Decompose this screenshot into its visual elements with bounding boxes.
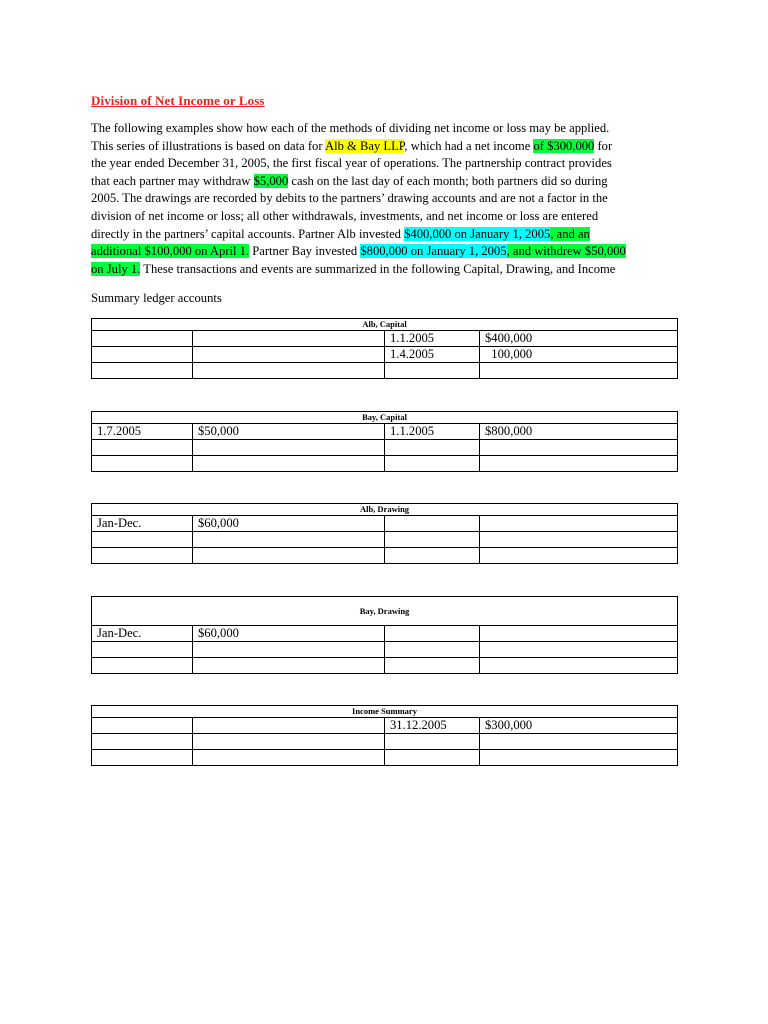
highlight-alb-additional: , and an bbox=[550, 226, 590, 241]
ledger-cell: $400,000 bbox=[480, 331, 678, 347]
ledger-cell bbox=[385, 626, 480, 642]
ledger-row bbox=[92, 440, 678, 456]
ledger-row bbox=[92, 658, 678, 674]
text-span: for bbox=[594, 138, 613, 153]
ledger-title: Bay, Drawing bbox=[92, 597, 678, 626]
ledger-alb-drawing bbox=[91, 503, 678, 564]
ledger-row bbox=[92, 363, 678, 379]
ledger-cell bbox=[385, 642, 480, 658]
ledger-cell bbox=[92, 347, 193, 363]
ledger-cell bbox=[193, 642, 385, 658]
intro-paragraph bbox=[91, 120, 691, 278]
ledger-cell bbox=[92, 658, 193, 674]
paragraph-line bbox=[91, 243, 691, 261]
highlight-net-income: of $300,000 bbox=[533, 138, 595, 153]
ledger-cell bbox=[385, 750, 480, 766]
ledger-income-summary bbox=[91, 705, 678, 766]
highlight-withdraw-amount: $5,000 bbox=[253, 173, 289, 188]
text-span: These transactions and events are summarized in the following Capital, Drawing, and Income bbox=[140, 261, 616, 276]
ledger-title: Alb, Drawing bbox=[92, 504, 678, 516]
highlight-firm-name: Alb & Bay LLP bbox=[325, 138, 405, 153]
ledger-cell bbox=[480, 548, 678, 564]
ledger-cell bbox=[193, 548, 385, 564]
ledger-cell: $50,000 bbox=[193, 424, 385, 440]
text-span: directly in the partners’ capital accounts. Partner Alb invested bbox=[91, 226, 405, 241]
ledger-cell bbox=[92, 363, 193, 379]
ledger-cell bbox=[480, 734, 678, 750]
ledger-cell bbox=[92, 532, 193, 548]
ledger-cell bbox=[92, 331, 193, 347]
ledger-cell bbox=[480, 532, 678, 548]
ledger-cell bbox=[92, 456, 193, 472]
paragraph-line: 2005. The drawings are recorded by debits to the partners’ drawing accounts and are not a factor in the bbox=[91, 191, 608, 206]
text-span: This series of illustrations is based on data for bbox=[91, 138, 325, 153]
ledger-cell: $800,000 bbox=[480, 424, 678, 440]
ledger-cell bbox=[480, 750, 678, 766]
ledger-cell bbox=[385, 516, 480, 532]
ledger-row bbox=[92, 347, 678, 363]
ledger-cell bbox=[480, 658, 678, 674]
ledger-cell bbox=[92, 642, 193, 658]
paragraph-line bbox=[91, 138, 691, 156]
ledger-cell: $60,000 bbox=[193, 516, 385, 532]
text-span: , which had a net income bbox=[404, 138, 534, 153]
ledger-cell bbox=[92, 718, 193, 734]
paragraph-line: division of net income or loss; all other withdrawals, investments, and net income or loss are entered bbox=[91, 208, 599, 223]
text-span: Partner Bay invested bbox=[249, 244, 361, 259]
ledger-row bbox=[92, 548, 678, 564]
text-span: that each partner may withdraw bbox=[91, 173, 254, 188]
ledger-cell: 1.1.2005 bbox=[385, 331, 480, 347]
ledger-cell: Jan-Dec. bbox=[92, 516, 193, 532]
ledger-cell bbox=[92, 440, 193, 456]
ledger-cell bbox=[385, 363, 480, 379]
page-title: Division of Net Income or Loss bbox=[91, 93, 265, 108]
ledger-cell bbox=[193, 456, 385, 472]
paragraph-line bbox=[91, 173, 691, 191]
ledger-cell bbox=[193, 532, 385, 548]
ledger-cell bbox=[385, 734, 480, 750]
ledger-cell: 100,000 bbox=[480, 347, 678, 363]
ledger-cell bbox=[480, 456, 678, 472]
ledger-cell bbox=[480, 440, 678, 456]
paragraph-line bbox=[91, 226, 691, 244]
highlight-bay-withdrawal: on July 1. bbox=[91, 261, 141, 276]
paragraph-line: The following examples show how each of the methods of dividing net income or loss may be applied. bbox=[91, 121, 610, 135]
ledger-row bbox=[92, 456, 678, 472]
ledger-cell: 1.1.2005 bbox=[385, 424, 480, 440]
ledger-cell bbox=[480, 516, 678, 532]
highlight-alb-investment: $400,000 on January 1, 2005 bbox=[404, 226, 551, 241]
highlight-bay-withdrawal: , and withdrew $50,000 bbox=[506, 244, 626, 259]
ledger-row bbox=[92, 750, 678, 766]
text-span: cash on the last day of each month; both partners did so during bbox=[288, 173, 608, 188]
ledger-bay-drawing bbox=[91, 596, 678, 674]
ledger-cell: 1.4.2005 bbox=[385, 347, 480, 363]
ledger-cell bbox=[480, 363, 678, 379]
paragraph-line: the year ended December 31, 2005, the first fiscal year of operations. The partnership contract provides bbox=[91, 156, 612, 171]
ledger-title: Income Summary bbox=[92, 706, 678, 718]
ledger-cell: $60,000 bbox=[193, 626, 385, 642]
ledger-cell bbox=[193, 750, 385, 766]
ledger-cell bbox=[385, 456, 480, 472]
ledger-row bbox=[92, 331, 678, 347]
ledger-row bbox=[92, 516, 678, 532]
ledger-cell bbox=[193, 331, 385, 347]
ledger-cell bbox=[193, 658, 385, 674]
ledger-cell: 1.7.2005 bbox=[92, 424, 193, 440]
ledger-cell bbox=[193, 734, 385, 750]
ledger-cell bbox=[385, 548, 480, 564]
ledger-title: Bay, Capital bbox=[92, 412, 678, 424]
paragraph-line bbox=[91, 261, 691, 279]
ledger-row bbox=[92, 532, 678, 548]
ledger-cell: $300,000 bbox=[480, 718, 678, 734]
ledger-cell bbox=[480, 626, 678, 642]
ledger-row bbox=[92, 734, 678, 750]
highlight-alb-additional: additional $100,000 on April 1. bbox=[91, 244, 250, 259]
ledger-row bbox=[92, 424, 678, 440]
ledger-row bbox=[92, 626, 678, 642]
ledger-cell: 31.12.2005 bbox=[385, 718, 480, 734]
ledger-cell bbox=[385, 532, 480, 548]
ledger-bay-capital bbox=[91, 411, 678, 472]
highlight-bay-investment: $800,000 on January 1, 2005 bbox=[360, 244, 507, 259]
ledger-cell bbox=[92, 750, 193, 766]
ledger-cell bbox=[92, 548, 193, 564]
ledger-cell bbox=[193, 363, 385, 379]
ledger-cell bbox=[92, 734, 193, 750]
ledger-row bbox=[92, 642, 678, 658]
ledger-title: Alb, Capital bbox=[92, 319, 678, 331]
ledger-cell: Jan-Dec. bbox=[92, 626, 193, 642]
ledger-cell bbox=[480, 642, 678, 658]
ledger-alb-capital bbox=[91, 318, 678, 379]
ledger-cell bbox=[385, 658, 480, 674]
ledger-cell bbox=[193, 440, 385, 456]
summary-line: Summary ledger accounts bbox=[91, 291, 222, 305]
ledger-row bbox=[92, 718, 678, 734]
ledger-cell bbox=[385, 440, 480, 456]
ledger-cell bbox=[193, 718, 385, 734]
ledger-cell bbox=[193, 347, 385, 363]
